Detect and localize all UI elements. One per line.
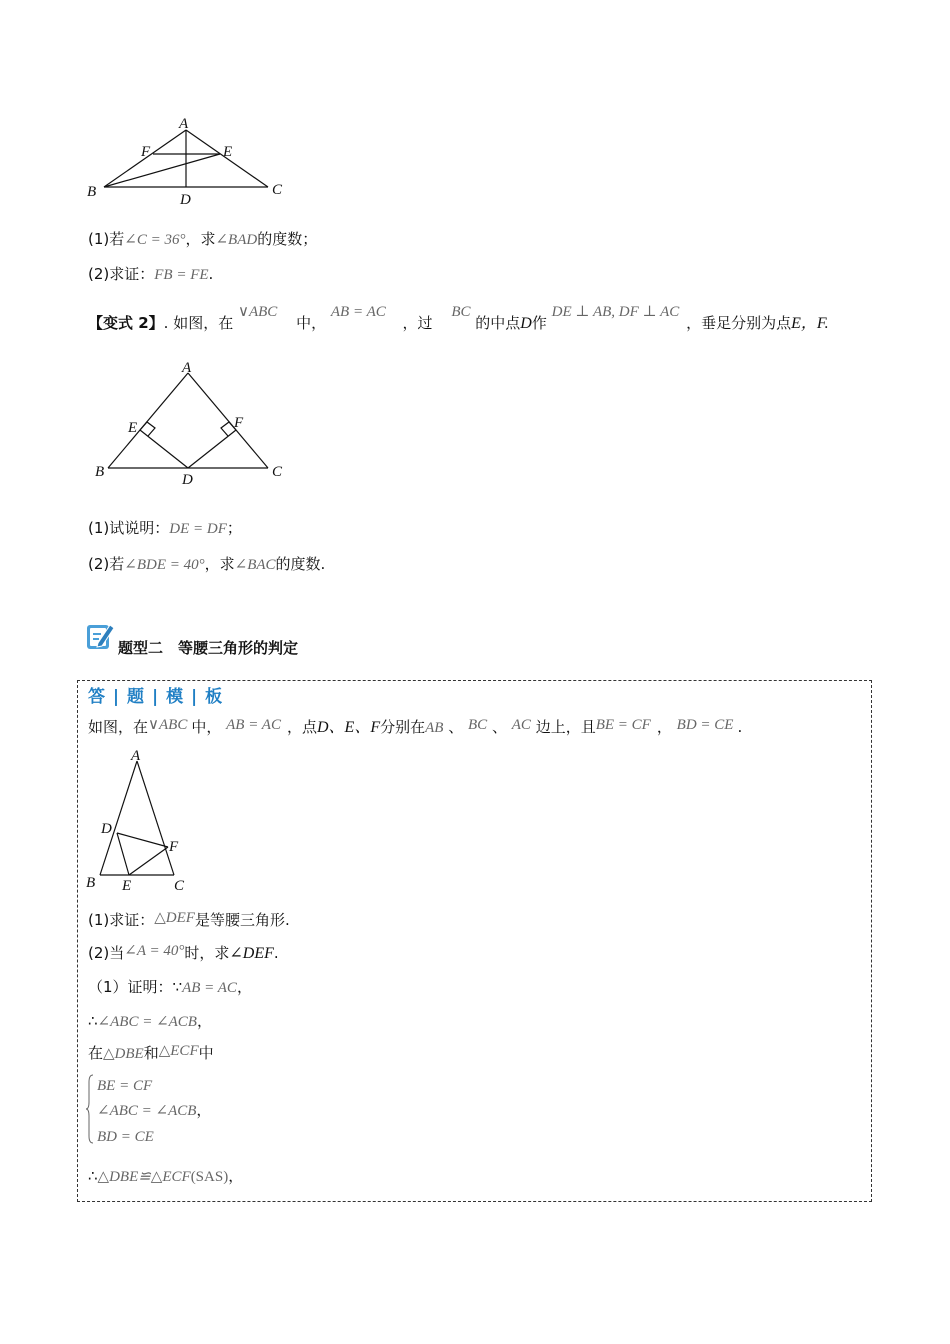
question-2-2 [88, 554, 325, 575]
v-text: 作 [531, 314, 547, 332]
math-expr: ∠C = 36° [124, 232, 186, 248]
math-expr: DE ⊥ AB, DF ⊥ AC [551, 304, 680, 320]
point-labels: D、E、F [316, 719, 381, 736]
q-text: (1)试说明： [88, 519, 170, 537]
q-text: (2)求证： [88, 265, 155, 283]
v-text: ，过 [402, 314, 433, 332]
math-expr: BE = CF [97, 1078, 153, 1094]
math-expr: BE = CF [595, 717, 651, 733]
t-text: . [737, 718, 743, 736]
t-text: ， [196, 1012, 212, 1030]
math-expr: FB = FE [154, 267, 209, 283]
t-text: 在 [88, 1044, 104, 1062]
math-expr: △DBE [103, 1046, 144, 1062]
q-text: ，求 [185, 230, 216, 248]
math-expr: △ECF [158, 1043, 199, 1059]
math-expr: ∠DEF [229, 945, 274, 962]
solution-step-1 [88, 977, 252, 998]
t-text: 、 [448, 718, 464, 736]
label-C: C [272, 464, 283, 480]
math-expr: DE = DF [169, 521, 227, 537]
t-text: ， [196, 1101, 212, 1119]
label-E: E [128, 420, 138, 436]
variant-2-text [88, 304, 829, 334]
t-text: (1)求证： [88, 911, 155, 929]
label-C: C [272, 182, 283, 198]
label-B: B [87, 184, 97, 200]
v-text: ，垂足分别为点 [686, 314, 792, 332]
t-text: ， [228, 1167, 244, 1185]
q-text: (1)若 [88, 230, 125, 248]
t-text: 、 [491, 718, 507, 736]
t-text: 中， [191, 718, 222, 736]
label-D: D [180, 192, 191, 208]
t-text: . [273, 944, 279, 962]
v-text: 中， [296, 314, 327, 332]
t-text: 边上，且 [535, 718, 596, 736]
label-B: B [86, 875, 96, 891]
math-expr: △DEF [154, 910, 195, 926]
solution-step-3 [88, 1043, 214, 1064]
math-expr: ∠A = 40° [124, 943, 185, 959]
math-expr: ∠ABC = ∠ACB [97, 1103, 197, 1119]
math-expr: ∨ABC [148, 717, 188, 733]
math-expr: AB [425, 720, 444, 736]
label-D: D [101, 821, 112, 837]
math-expr: BC [451, 304, 471, 320]
template-intro [88, 717, 742, 738]
t-text: （1）证明：∵ [88, 978, 183, 996]
math-expr: AC [511, 717, 531, 733]
t-text: ，点 [286, 718, 317, 736]
question-2-1 [88, 518, 242, 539]
label-B: B [95, 464, 105, 480]
label-A: A [179, 116, 189, 132]
system-brace [86, 1074, 94, 1144]
t-text: (2)当 [88, 944, 125, 962]
template-question-2 [88, 943, 279, 964]
system-line-3 [97, 1126, 154, 1147]
q-text: . [208, 265, 214, 283]
math-expr: AB = AC [182, 980, 237, 996]
solution-step-4 [88, 1166, 243, 1187]
math-expr: ∠BAD [215, 232, 258, 248]
label-A: A [131, 748, 141, 764]
math-expr: ∠BDE = 40° [124, 557, 205, 573]
label-F: F [169, 839, 179, 855]
q-text: (2)若 [88, 555, 125, 573]
system-line-1 [97, 1075, 152, 1096]
math-expr: ∨ABC [238, 304, 278, 320]
question-1-1 [88, 229, 317, 250]
v-text: 的中点 [475, 314, 521, 332]
label-C: C [174, 878, 185, 894]
math-expr: BD = CE [676, 717, 734, 733]
label-F: F [234, 415, 244, 431]
figure-triangle-3 [84, 747, 194, 895]
t-text: ， [656, 718, 672, 736]
figure-triangle-2 [88, 355, 298, 490]
t-text: ∴ [88, 1012, 98, 1030]
figure-triangle-1 [80, 110, 300, 210]
math-expr: AB = AC [330, 304, 386, 320]
label-E: E [223, 144, 233, 160]
t-text: 和 [143, 1044, 159, 1062]
q-text: 的度数； [257, 230, 318, 248]
edit-note-icon [86, 621, 116, 651]
t-text: 分别在 [380, 718, 426, 736]
t-text: ∴ [88, 1167, 98, 1185]
math-expr: BC [468, 717, 488, 733]
system-line-2 [97, 1100, 211, 1121]
answer-template-box [77, 680, 872, 1202]
label-E: E [122, 878, 132, 894]
label-F: F [141, 144, 151, 160]
t-text: 时，求 [184, 944, 230, 962]
q-text: ，求 [204, 555, 235, 573]
solution-step-2 [88, 1011, 212, 1032]
math-expr: BD = CE [97, 1129, 154, 1145]
question-1-2 [88, 264, 213, 285]
point-label: D [520, 315, 532, 332]
t-text: ， [236, 978, 252, 996]
math-expr: (SAS) [190, 1169, 229, 1185]
math-expr: ∠ABC = ∠ACB [97, 1014, 197, 1030]
math-expr: ∠BAC [234, 557, 276, 573]
t-text: 如图，在 [88, 718, 149, 736]
math-expr: △DBE≌△ECF [97, 1169, 191, 1185]
t-text: 是等腰三角形. [194, 911, 290, 929]
q-text: ； [226, 519, 242, 537]
section-title: 题型二 等腰三角形的判定 [118, 639, 299, 657]
math-expr: AB = AC [226, 717, 281, 733]
label-A: A [182, 360, 192, 376]
point-labels: E，F. [791, 315, 829, 332]
v-text: . 如图，在 [163, 314, 234, 332]
label-D: D [182, 472, 193, 488]
t-text: 中 [198, 1044, 214, 1062]
q-text: 的度数. [275, 555, 326, 573]
answer-template-title: 答 | 题 | 模 | 板 [88, 687, 224, 707]
variant-label: 【变式 2】 [88, 314, 164, 332]
template-question-1 [88, 910, 290, 931]
